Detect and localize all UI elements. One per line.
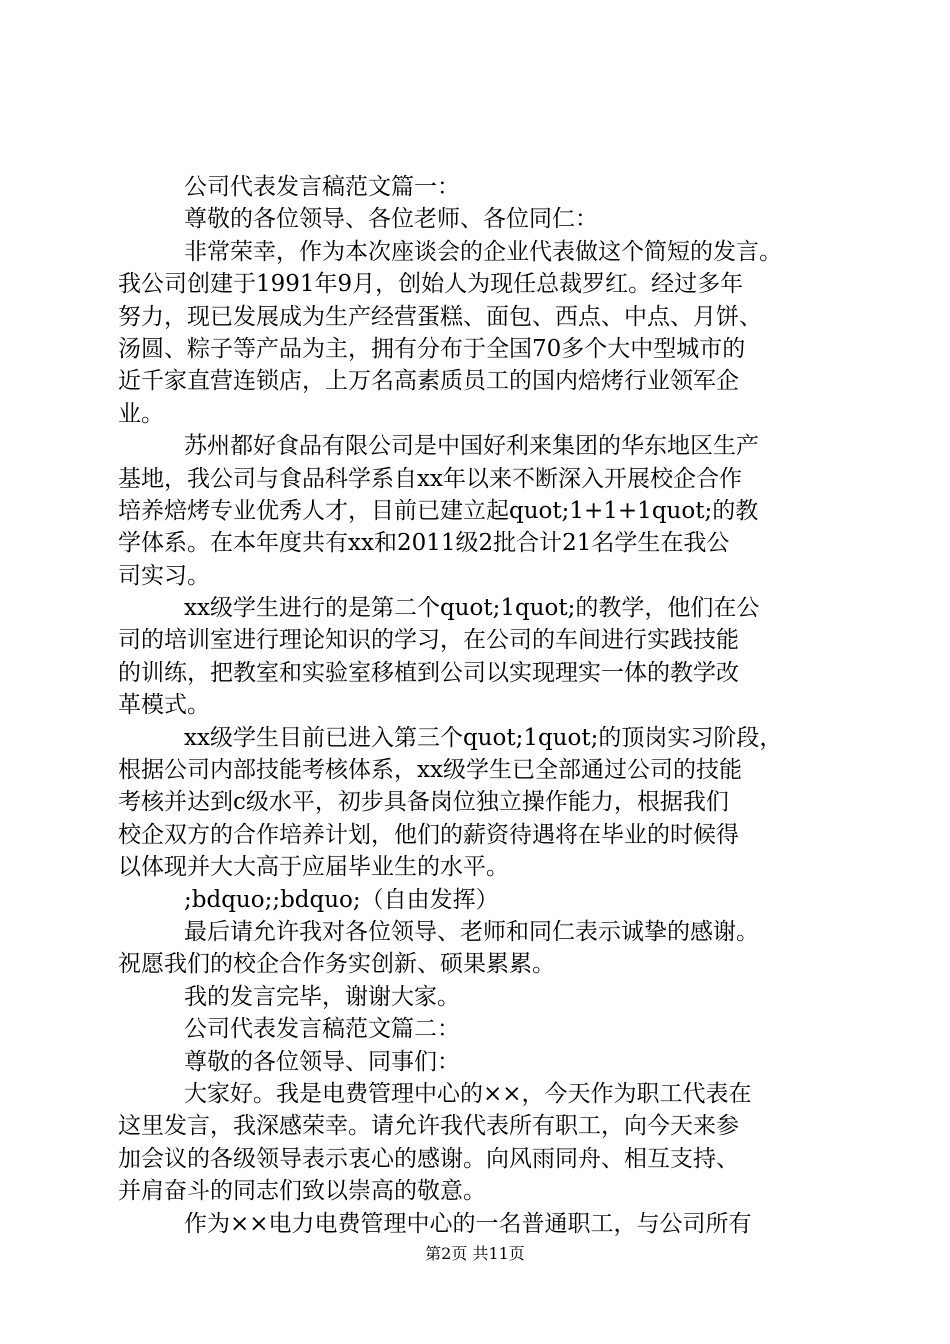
paragraph-line: 汤圆、粽子等产品为主，拥有分布于全国70多个大中型城市的 bbox=[118, 335, 746, 362]
section-heading: 公司代表发言稿范文篇二： bbox=[184, 1016, 460, 1043]
paragraph-line: 基地，我公司与食品科学系自xx年以来不断深入开展校企合作 bbox=[118, 465, 742, 492]
paragraph-line: 非常荣幸，作为本次座谈会的企业代表做这个简短的发言。 bbox=[184, 238, 782, 265]
paragraph-line: 司的培训室进行理论知识的学习，在公司的车间进行实践技能 bbox=[118, 627, 739, 654]
paragraph-line: 最后请允许我对各位领导、老师和同仁表示诚挚的感谢。 bbox=[184, 918, 759, 945]
document-body bbox=[118, 171, 840, 1240]
paragraph-line: 根据公司内部技能考核体系，xx级学生已全部通过公司的技能 bbox=[118, 757, 742, 784]
paragraph-line: 近千家直营连锁店，上万名高素质员工的国内焙烤行业领军企 bbox=[118, 368, 739, 395]
paragraph-line: 加会议的各级领导表示衷心的感谢。向风雨同舟、相互支持、 bbox=[118, 1145, 739, 1172]
paragraph-line: 我公司创建于1991年9月，创始人为现任总裁罗红。经过多年 bbox=[118, 271, 744, 298]
paragraph-line: 并肩奋斗的同志们致以崇高的敬意。 bbox=[118, 1178, 486, 1205]
salutation: 尊敬的各位领导、同事们： bbox=[184, 1048, 460, 1075]
salutation: 尊敬的各位领导、各位老师、各位同仁： bbox=[184, 206, 598, 233]
paragraph-line: 努力，现已发展成为生产经营蛋糕、面包、西点、中点、月饼、 bbox=[118, 303, 762, 330]
section-heading: 公司代表发言稿范文篇一： bbox=[184, 174, 460, 200]
paragraph-line: xx级学生进行的是第二个quot;1quot;的教学，他们在公 bbox=[184, 595, 760, 622]
paragraph-line: 苏州都好食品有限公司是中国好利来集团的华东地区生产 bbox=[184, 433, 759, 460]
paragraph-line: 校企双方的合作培养计划，他们的薪资待遇将在毕业的时候得 bbox=[118, 821, 739, 848]
paragraph-line: 学体系。在本年度共有xx和2011级2批合计21名学生在我公 bbox=[118, 530, 730, 557]
paragraph-line: 大家好。我是电费管理中心的××，今天作为职工代表在 bbox=[184, 1080, 752, 1107]
paragraph-line: xx级学生目前已进入第三个quot;1quot;的顶岗实习阶段， bbox=[184, 724, 783, 751]
paragraph-line: 以体现并大大高于应届毕业生的水平。 bbox=[118, 854, 509, 881]
paragraph-line: 培养焙烤专业优秀人才，目前已建立起quot;1+1+1quot;的教 bbox=[118, 497, 759, 524]
paragraph-line: 考核并达到c级水平，初步具备岗位独立操作能力，根据我们 bbox=[118, 789, 729, 816]
paragraph-line: ;bdquo;;bdquo;（自由发挥） bbox=[184, 886, 499, 913]
paragraph-line: 这里发言，我深感荣幸。请允许我代表所有职工，向今天来参 bbox=[118, 1113, 739, 1140]
paragraph-line: 作为××电力电费管理中心的一名普通职工，与公司所有 bbox=[184, 1210, 752, 1237]
paragraph-line: 司实习。 bbox=[118, 562, 210, 589]
paragraph-line: 我的发言完毕，谢谢大家。 bbox=[184, 983, 460, 1010]
paragraph-line: 革模式。 bbox=[118, 692, 210, 719]
page-number: 第2页 共11页 bbox=[425, 1244, 525, 1263]
paragraph-line: 祝愿我们的校企合作务实创新、硕果累累。 bbox=[118, 951, 555, 978]
paragraph-line: 的训练，把教室和实验室移植到公司以实现理实一体的教学改 bbox=[118, 659, 739, 686]
paragraph-line: 业。 bbox=[118, 400, 164, 427]
